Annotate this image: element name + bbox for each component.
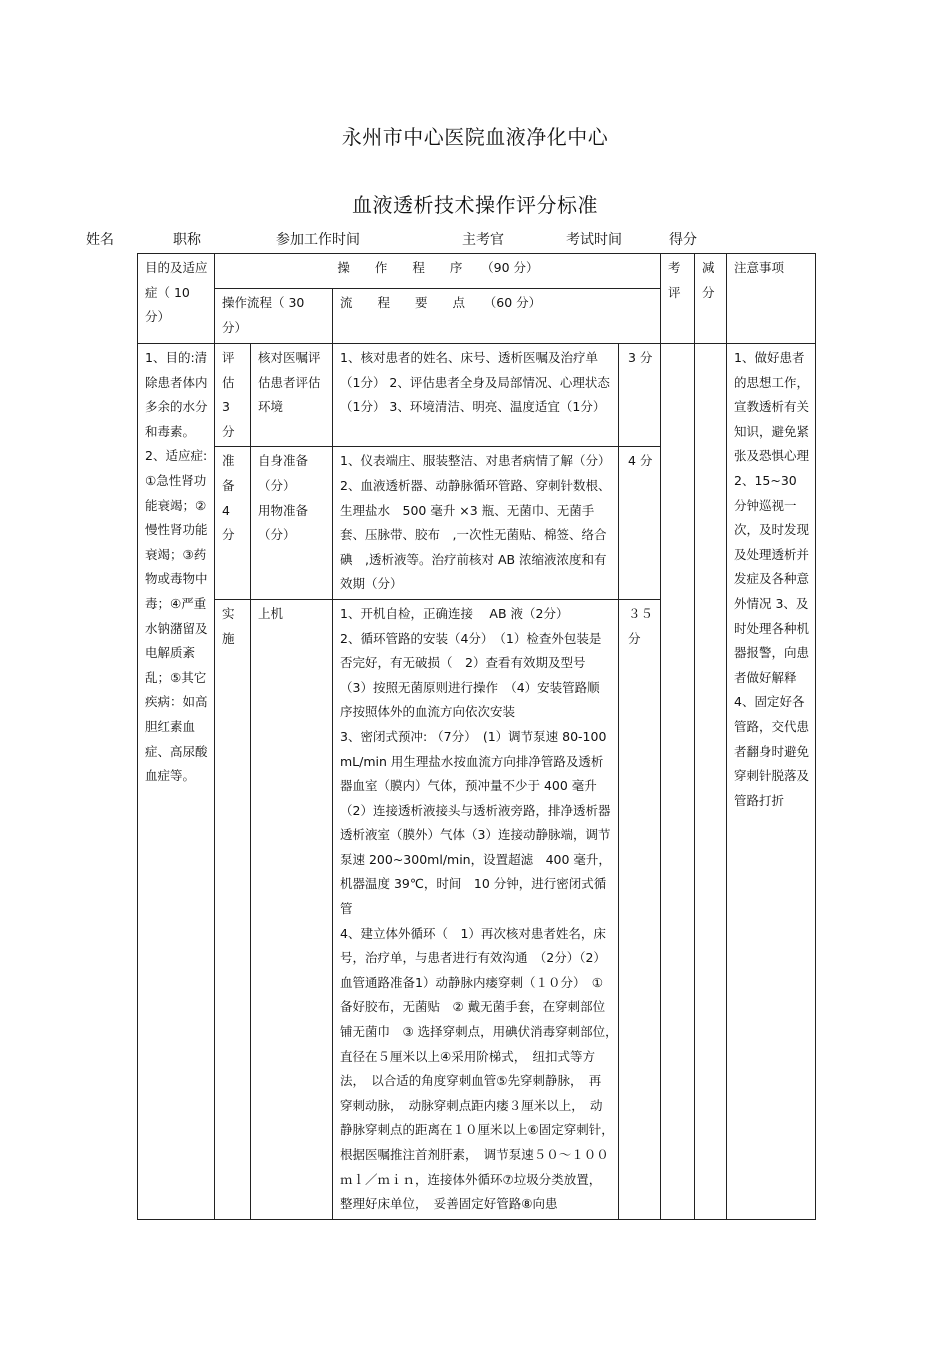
header-purpose: 目的及适应症（ 10 分）	[138, 254, 215, 344]
stage-prepare: 准备 4 分	[215, 447, 251, 600]
header-points: 流 程 要 点 （60 分）	[333, 289, 661, 344]
flow-assess: 核对医嘱评估患者评估环境	[251, 344, 333, 447]
exam-cell	[661, 344, 695, 1220]
score-assess: 3 分	[619, 344, 661, 447]
doc-title: 血液透析技术操作评分标准	[352, 193, 598, 217]
header-row-1	[138, 254, 816, 289]
field-score: 得分	[669, 232, 697, 248]
stage-assess: 评估 3 分	[215, 344, 251, 447]
header-flow: 操作流程（ 30 分）	[215, 289, 333, 344]
points-prepare: 1、仪表端庄、服装整洁、对患者病情了解（分） 2、血液透析器、动静脉循环管路、穿刺针数根、生理盐水 500 毫升 ×3 瓶、无菌巾、无菌手套、压脉带、胶布 ,一次性无菌贴、棉签、络合碘 ,透析液等。治疗前核对 AB 浓缩液浓度和有效期（分）	[333, 447, 619, 600]
purpose-content: 1、目的:清除患者体内多余的水分和毒素。 2、适应症: ①急性肾功能衰竭；②慢性肾功能衰竭；③药物或毒物中毒；④严重水钠潴留及电解质紊乱；⑤其它疾病：如高胆红素血症、高尿酸血症等。	[138, 344, 215, 1220]
header-notes: 注意事项	[727, 254, 816, 344]
scoring-table	[137, 253, 816, 1220]
field-exam-time: 考试时间	[566, 232, 622, 248]
deduct-cell	[695, 344, 727, 1220]
header-procedure: 操 作 程 序 （90 分）	[215, 254, 661, 289]
org-title: 永州市中心医院血液净化中心	[341, 125, 609, 149]
flow-prepare: 自身准备（分） 用物准备（分）	[251, 447, 333, 600]
header-deduct: 减分	[695, 254, 727, 344]
field-examiner: 主考官	[462, 232, 504, 248]
header-exam: 考评	[661, 254, 695, 344]
points-assess: 1、核对患者的姓名、床号、透析医嘱及治疗单（1分） 2、评估患者全身及局部情况、心理状态（1分） 3、环境清洁、明亮、温度适宜（1分）	[333, 344, 619, 447]
flow-implement: 上机	[251, 599, 333, 1219]
score-implement: ３５ 分	[619, 599, 661, 1219]
field-name: 姓名	[86, 232, 114, 248]
notes-content: 1、做好患者的思想工作，宣教透析有关知识，避免紧张及恐惧心理 2、15~30 分钟巡视一次，及时发现及处理透析并发症及各种意外情况 3、及时处理各种机器报警，向患者做好解释 4、固定好各管路，交代患者翻身时避免穿刺针脱落及管路打折	[727, 344, 816, 1220]
stage-implement: 实施	[215, 599, 251, 1219]
points-implement: 1、开机自检，正确连接 AB 液（2分） 2、循环管路的安装（4分） （1）检查外包装是否完好，有无破损（ 2）查看有效期及型号（3）按照无菌原则进行操作 （4）安装管路顺序按照体外的血流方向依次安装 3、密闭式预冲: （7分） (1）调节泵速 80-100mL/min 用生理盐水按血流方向排净管路及透析器血室（膜内）气体，预冲量不少于 400 毫升（2）连接透析液接头与透析液旁路，排净透析器透析液室（膜外）气体（3）连接动静脉端，调节泵速 200~300ml/min，设置超滤 400 毫升，机器温度 39℃，时间 10 分钟，进行密闭式循管 4、建立体外循环（ 1）再次核对患者姓名，床号，治疗单，与患者进行有效沟通 （2分）（2）血管通路准备1）动静脉内瘘穿刺（１０分） ① 备好胶布，无菌贴 ② 戴无菌手套，在穿刺部位铺无菌巾 ③ 选择穿刺点，用碘伏消毒穿刺部位， 直径在５厘米以上④采用阶梯式， 纽扣式等方法， 以合适的角度穿刺血管⑤先穿刺静脉， 再穿刺动脉， 动脉穿刺点距内瘘３厘米以上， 动静脉穿刺点的距离在１０厘米以上⑥固定穿刺针， 根据医嘱推注首剂肝素， 调节泵速５０～１００ｍｌ／ｍｉｎ，连接体外循环⑦垃圾分类放置，整理好床单位， 妥善固定好管路⑧向患	[333, 599, 619, 1219]
field-work-time: 参加工作时间	[276, 232, 360, 248]
field-title: 职称	[173, 232, 201, 248]
section-row-assess	[138, 344, 816, 447]
score-prepare: 4 分	[619, 447, 661, 600]
